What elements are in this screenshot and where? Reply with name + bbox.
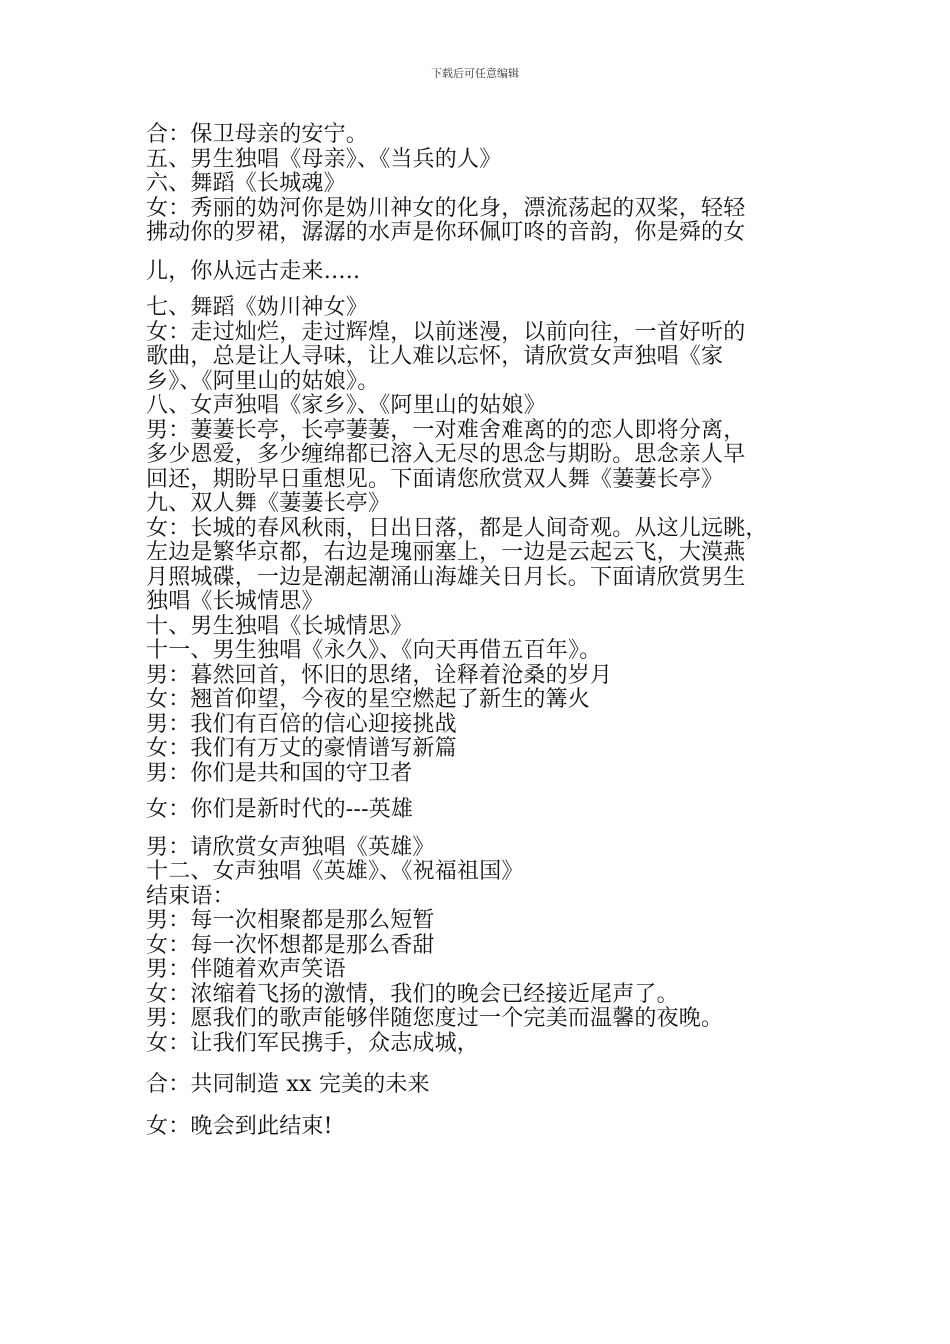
text-line: 女：浓缩着飞扬的激情，我们的晚会已经接近尾声了。: [146, 981, 679, 1007]
text-line: 儿，你从远古走来…..: [146, 258, 361, 284]
page-header: 下载后可任意编辑: [431, 67, 519, 80]
document-body: [146, 123, 836, 1139]
text-line: 七、舞蹈《妫川神女》: [146, 295, 369, 320]
text-line: 男：你们是共和国的守卫者: [146, 760, 413, 786]
text-line: 乡》、《阿里山的姑娘》。: [146, 368, 380, 394]
text-line: 男：伴随着欢声笑语: [146, 957, 346, 982]
text-line: 合：共同制造 xx 完美的未来: [146, 1072, 430, 1097]
text-line: 男：暮然回首，怀旧的思绪，诠释着沧桑的岁月: [146, 662, 613, 688]
text-line: 十、男生独唱《长城情思》: [146, 613, 413, 639]
text-line: 左边是繁华京都，右边是瑰丽塞上，一边是云起云飞，大漠燕: [146, 540, 746, 565]
text-line: 女：我们有万丈的豪情谱写新篇: [146, 736, 457, 761]
text-line: 男：我们有百倍的信心迎接挑战: [146, 711, 457, 737]
text-line: 女：走过灿烂，走过辉煌，以前迷漫，以前向往，一首好听的: [146, 319, 746, 345]
text-line: 十二、女声独唱《英雄》、《祝福祖国》: [146, 859, 524, 884]
text-line: 女：你们是新时代的---英雄: [146, 797, 414, 822]
text-line: 五、男生独唱《母亲》、《当兵的人》: [146, 146, 502, 172]
text-line: 男：每一次相聚都是那么短暂: [146, 908, 435, 933]
text-line: 独唱《长城情思》: [146, 589, 324, 614]
text-line: 结束语：: [146, 883, 235, 909]
text-line: 六、舞蹈《长城魂》: [146, 171, 346, 196]
text-line: 八、女声独唱《家乡》、《阿里山的姑娘》: [146, 393, 546, 418]
text-line: 歌曲，总是让人寻味，让人难以忘怀，请欣赏女声独唱《家: [146, 344, 724, 369]
text-line: 九、双人舞《萋萋长亭》: [146, 491, 391, 516]
text-line: 合：保卫母亲的安宁。: [146, 122, 369, 147]
text-line: 拂动你的罗裙，潺潺的水声是你环佩叮咚的音韵，你是舜的女: [146, 220, 746, 245]
text-line: 女：翘首仰望，今夜的星空燃起了新生的篝火: [146, 687, 591, 712]
text-line: 女：每一次怀想都是那么香甜: [146, 932, 435, 958]
text-line: 女：长城的春风秋雨，日出日落，都是人间奇观。从这儿远眺，: [146, 515, 768, 541]
text-line: 男：请欣赏女声独唱《英雄》: [146, 834, 435, 860]
text-line: 月照城碟，一边是潮起潮涌山海雄关日月长。下面请欣赏男生: [146, 564, 746, 590]
text-line: 男：愿我们的歌声能够伴随您度过一个完美而温馨的夜晚。: [146, 1006, 724, 1031]
text-line: 多少恩爱，多少缠绵都已溶入无尽的思念与期盼。思念亲人早: [146, 442, 746, 467]
text-line: 女：秀丽的妫河你是妫川神女的化身，漂流荡起的双桨，轻轻: [146, 195, 746, 221]
text-line: 十一、男生独唱《永久》、《向天再借五百年》。: [146, 638, 602, 663]
text-line: 回还，期盼早日重想见。下面请您欣赏双人舞《萋萋长亭》: [146, 466, 724, 492]
text-line: 女：让我们军民携手，众志成城，: [146, 1030, 480, 1056]
text-line: 女：晚会到此结束!: [146, 1113, 333, 1139]
text-line: 男：萋萋长亭，长亭萋萋，一对难舍难离的的恋人即将分离，: [146, 417, 746, 443]
